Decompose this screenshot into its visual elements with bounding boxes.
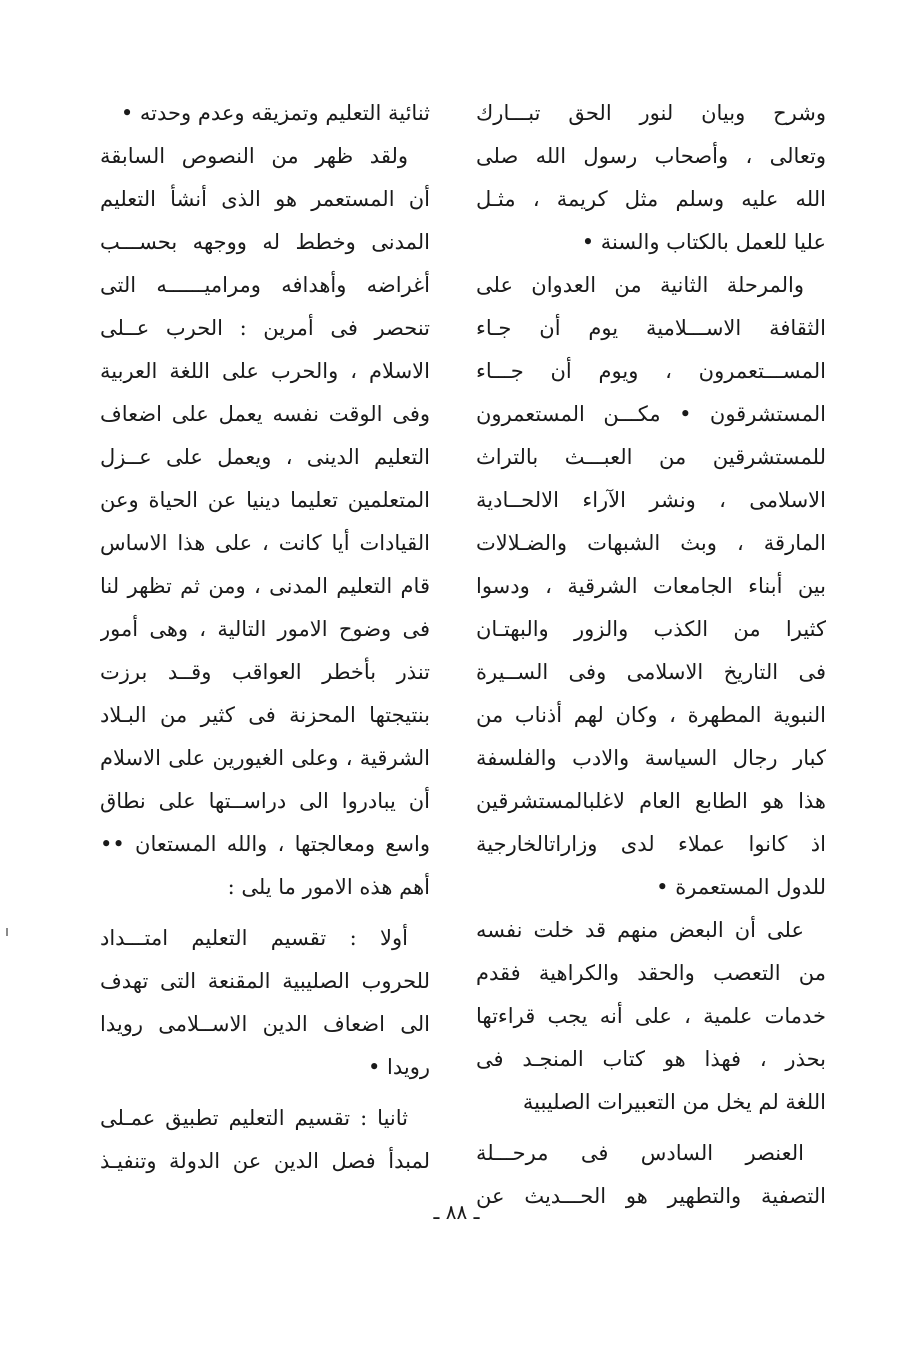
text-line: الاسلامى ، ونشر الآراء الالحــادية xyxy=(476,488,826,512)
page-number: ـ ٨٨ ـ xyxy=(433,1200,480,1224)
text-line: بنتيجتها المحزنة فى كثير من البـلاد xyxy=(100,703,430,727)
text-line: ولقد ظهر من النصوص السابقة xyxy=(100,144,408,168)
text-line: أن يبادروا الى دراســتها على نطاق xyxy=(100,789,430,813)
text-line: هذا هو الطابع العام لاغلبالمستشرقين xyxy=(476,789,826,813)
text-line: المتعلمين تعليما دينيا عن الحياة وعن xyxy=(100,488,430,512)
text-line: أولا : تقسيم التعليم امتـــداد xyxy=(100,926,408,950)
text-line: تنذر بأخطر العواقب وقــد برزت xyxy=(100,660,430,684)
text-line: المســـتعمرون ، ويوم أن جـــاء xyxy=(476,359,826,383)
paragraph-gap xyxy=(476,1124,826,1132)
text-line: ثانيا : تقسيم التعليم تطبيق عمـلى xyxy=(100,1106,408,1130)
text-line: المستشرقون • مكـــن المستعمرون xyxy=(476,402,826,426)
text-line: المارقة ، وبث الشبهات والضـلالات xyxy=(476,531,826,555)
paragraph-gap xyxy=(100,909,430,917)
text-line: فى وضوح الامور التالية ، وهى أمور xyxy=(100,617,430,641)
text-line: النبوية المطهرة ، وكان لهم أذناب من xyxy=(476,703,826,727)
right-text-column xyxy=(476,92,826,1218)
text-line: التصفية والتطهير هو الحـــديث عن xyxy=(476,1184,826,1208)
text-line: أغراضه وأهدافه ومراميــــــه التى xyxy=(100,273,430,297)
text-line: واسع ومعالجتها ، والله المستعان •• xyxy=(100,832,430,856)
text-line: فى التاريخ الاسلامى وفى الســيرة xyxy=(476,660,826,684)
text-line: بحذر ، فهذا هو كتاب المنجـد فى xyxy=(476,1047,826,1071)
text-line: وشرح وبيان لنور الحق تبـــارك xyxy=(476,101,826,125)
text-line: الشرقية ، وعلى الغيورين على الاسلام xyxy=(100,746,430,770)
text-line: للحروب الصليبية المقنعة التى تهدف xyxy=(100,969,430,993)
text-line: المدنى وخطط له ووجهه بحســـب xyxy=(100,230,430,254)
text-line: للدول المستعمرة • xyxy=(656,875,826,899)
text-line: خدمات علمية ، على أنه يجب قراءتها xyxy=(476,1004,826,1028)
text-line: اللغة لم يخل من التعبيرات الصليبية xyxy=(522,1090,826,1114)
text-line: الثقافة الاســـلامية يوم أن جـاء xyxy=(476,316,826,340)
text-line: وتعالى ، وأصحاب رسول الله صلى xyxy=(476,144,826,168)
text-line: كبار رجال السياسة والادب والفلسفة xyxy=(476,746,826,770)
text-line: التعليم الدينى ، ويعمل على عــزل xyxy=(100,445,430,469)
text-line: القيادات أيا كانت ، على هذا الاساس xyxy=(100,531,430,555)
text-line: عليا للعمل بالكتاب والسنة • xyxy=(581,230,826,254)
text-line: رويدا • xyxy=(367,1055,430,1079)
text-line: على أن البعض منهم قد خلت نفسه xyxy=(476,918,804,942)
text-line: بين أبناء الجامعات الشرقية ، ودسوا xyxy=(476,574,826,598)
text-line: للمستشرقين من العبـــث بالتراث xyxy=(476,445,826,469)
text-line: الله عليه وسلم مثل كريمة ، مثـل xyxy=(476,187,826,211)
text-line: من التعصب والحقد والكراهية فقدم xyxy=(476,961,826,985)
text-line: تنحصر فى أمرين : الحرب عــلى xyxy=(100,316,430,340)
scan-edge-mark xyxy=(6,928,8,936)
text-line: العنصر السادس فى مرحـــلة xyxy=(476,1141,804,1165)
text-line: أهم هذه الامور ما يلى : xyxy=(227,875,430,899)
text-line: وفى الوقت نفسه يعمل على اضعاف xyxy=(100,402,430,426)
text-line: الاسلام ، والحرب على اللغة العربية xyxy=(100,359,430,383)
text-line: كثيرا من الكذب والزور والبهتـان xyxy=(476,617,826,641)
text-line: لمبدأ فصل الدين عن الدولة وتنفيـذ xyxy=(100,1149,430,1173)
text-line: قام التعليم المدنى ، ومن ثم تظهر لنا xyxy=(100,574,430,598)
text-line: والمرحلة الثانية من العدوان على xyxy=(476,273,804,297)
text-line: أن المستعمر هو الذى أنشأ التعليم xyxy=(100,187,430,211)
text-line: الى اضعاف الدين الاســلامى رويدا xyxy=(100,1012,430,1036)
text-line: ثنائية التعليم وتمزيقه وعدم وحدته • xyxy=(120,101,430,125)
paragraph-gap xyxy=(100,1089,430,1097)
left-text-column xyxy=(100,92,430,1183)
text-line: اذ كانوا عملاء لدى وزاراتالخارجية xyxy=(476,832,826,856)
